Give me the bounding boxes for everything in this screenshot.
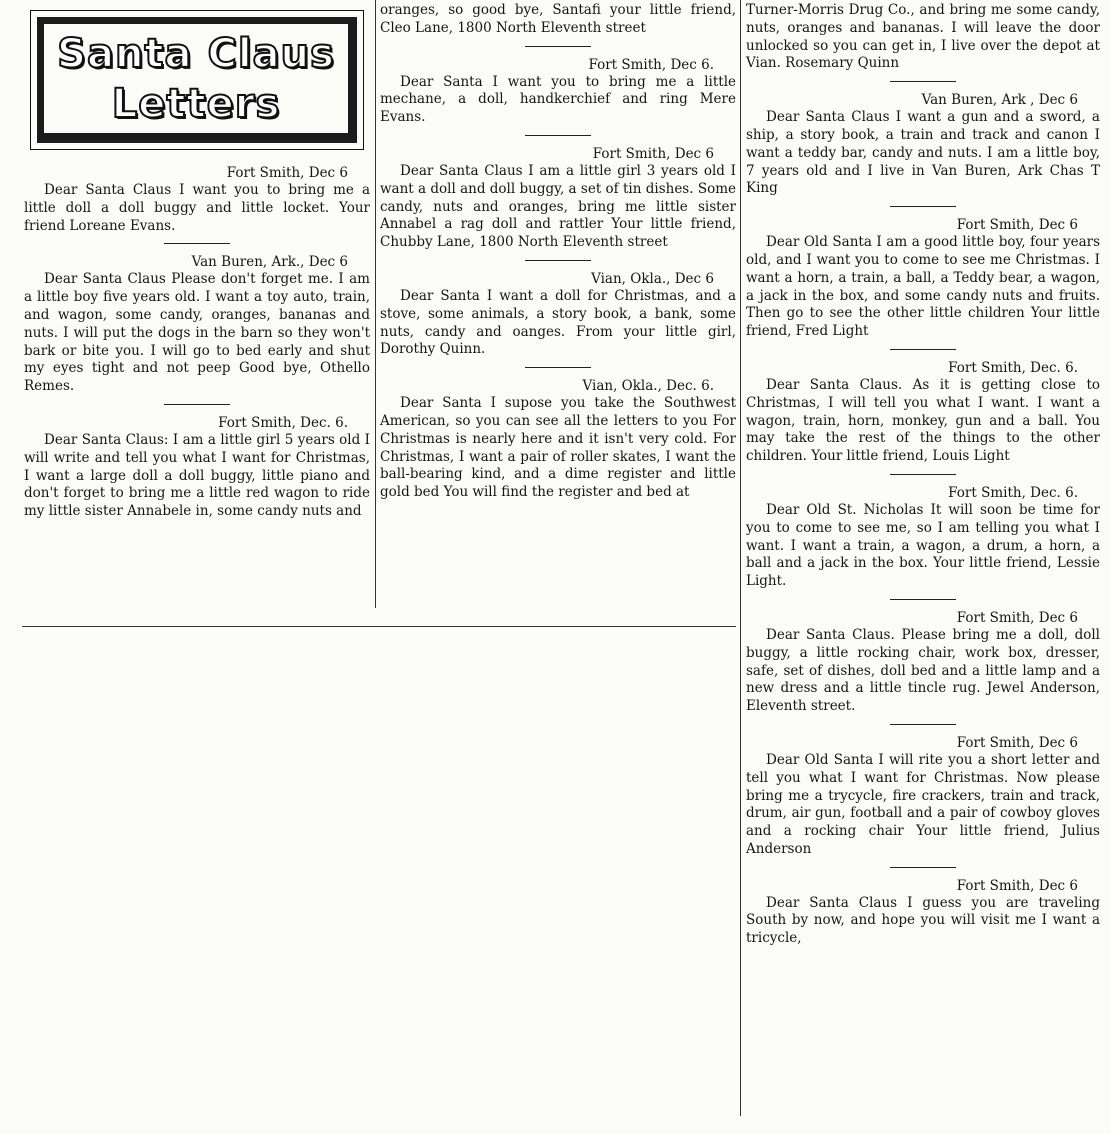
letter-separator bbox=[525, 367, 591, 368]
letter-body: Dear Santa Claus I guess you are traveling South by now, and hope you will visit me I want a tricycle, bbox=[746, 894, 1100, 947]
letter-body: Dear Old St. Nicholas It will soon be time for you to come to see me, so I am telling you what I want. I want a train, a wagon, a drum, a horn, a ball and a jack in the box. Your little friend, Lessie Light. bbox=[746, 501, 1100, 590]
letter bbox=[746, 609, 1100, 716]
letter bbox=[380, 145, 736, 252]
letter-continuation: oranges, so good bye, Santafi your little friend, Cleo Lane, 1800 North Eleventh street bbox=[380, 2, 736, 36]
letter-separator bbox=[164, 404, 230, 405]
letter-body: Dear Santa I want a doll for Christmas, and a stove, some animals, a story book, a bank, some nuts, candy and oanges. From your little girl, Dorothy Quinn. bbox=[380, 287, 736, 358]
letter-dateline: Fort Smith, Dec. 6. bbox=[218, 414, 348, 431]
column-rule bbox=[740, 0, 741, 1116]
letter-separator bbox=[525, 135, 591, 136]
letter-body: Dear Santa Claus I am a little girl 3 years old I want a doll and doll buggy, a set of tin dishes. Some candy, nuts and oranges, bring me little sister Annabel a rag doll and rattler Your little friend, Chubby Lane, 1800 North Eleventh street bbox=[380, 162, 736, 251]
letter bbox=[380, 270, 736, 359]
masthead-title-line-1: Santa Claus bbox=[57, 30, 335, 77]
letter bbox=[746, 734, 1100, 859]
letter-continuation: Turner-Morris Drug Co., and bring me some candy, nuts, oranges and bananas. I will leave the door unlocked so you can get in, I live over the depot at Vian. Rosemary Quinn bbox=[746, 2, 1100, 72]
letter-body: Dear Santa Claus Please don't forget me. I am a little boy five years old. I want a toy auto, train, and wagon, some candy, oranges, bananas and nuts. I will put the dogs in the barn so they won't bark or bite you. I will go to bed early and shut my eyes tight and not peep Good bye, Othello Remes. bbox=[24, 271, 370, 395]
letter bbox=[746, 91, 1100, 198]
letter-separator bbox=[890, 349, 956, 350]
letter-separator bbox=[890, 81, 956, 82]
letter-dateline: Vian, Okla., Dec 6 bbox=[591, 270, 714, 287]
letter-body: Dear Santa Claus I want a gun and a sword, a ship, a story book, a train and track and canon I want a teddy bar, candy and nuts. I am a little boy, 7 years old and I live in Van Buren, Ark Chas T King bbox=[746, 109, 1100, 197]
column-2 bbox=[380, 0, 736, 502]
column-3 bbox=[746, 0, 1100, 948]
letter-dateline: Vian, Okla., Dec. 6. bbox=[582, 378, 714, 395]
letter bbox=[24, 253, 370, 396]
letter-separator bbox=[890, 474, 956, 475]
letter bbox=[380, 56, 736, 127]
letter bbox=[24, 414, 370, 521]
letter-dateline: Fort Smith, Dec 6 bbox=[956, 609, 1078, 626]
letter-dateline: Fort Smith, Dec 6 bbox=[956, 877, 1078, 894]
column-rule bbox=[375, 0, 376, 608]
letter-separator bbox=[890, 206, 956, 207]
letter bbox=[380, 377, 736, 502]
letter-dateline: Van Buren, Ark , Dec 6 bbox=[921, 92, 1078, 109]
letter-separator bbox=[890, 867, 956, 868]
letter-dateline: Fort Smith, Dec 6 bbox=[226, 165, 348, 181]
letter bbox=[746, 484, 1100, 591]
letter-body: Dear Santa I supose you take the Southwest American, so you can see all the letters to you For Christmas is nearly here and it isn't very cold. For Christmas, I want a pair of roller skates, I want the ball-bearing kind, and a dime register and little gold bed You will find the register and bed at bbox=[380, 395, 736, 501]
letter-dateline: Fort Smith, Dec. 6. bbox=[948, 359, 1078, 376]
letter-dateline: Fort Smith, Dec 6 bbox=[956, 217, 1078, 234]
letter-separator bbox=[890, 599, 956, 600]
letter bbox=[24, 164, 370, 235]
masthead bbox=[30, 10, 364, 150]
letter-body: Dear Santa Claus: I am a little girl 5 years old I will write and tell you what I want for Christmas, I want a large doll a doll buggy, little piano and don't forget to bring me a little red wagon to ride my little sister Annabele in, some candy nuts and bbox=[24, 431, 370, 520]
letter bbox=[746, 216, 1100, 341]
section-rule bbox=[22, 626, 736, 627]
letter-separator bbox=[525, 46, 591, 47]
letter-dateline: Fort Smith, Dec. 6. bbox=[948, 484, 1078, 501]
letter-separator bbox=[890, 724, 956, 725]
masthead-title-line-2: Letters bbox=[111, 80, 281, 127]
letter-dateline: Fort Smith, Dec 6 bbox=[956, 734, 1078, 751]
letter-separator bbox=[164, 243, 230, 244]
letter bbox=[746, 359, 1100, 466]
masthead-frame bbox=[37, 17, 357, 143]
letter-body: Dear Santa Claus. Please bring me a doll, doll buggy, a little rocking chair, work box, dresser, safe, set of dishes, doll bed and a little lamp and a new dress and a little tincle rug. Jewel Anderson, Eleventh street. bbox=[746, 626, 1100, 715]
letter-dateline: Van Buren, Ark., Dec 6 bbox=[191, 254, 348, 271]
letter-body: Dear Santa Claus I want you to bring me a little doll a doll buggy and little locket. Your friend Loreane Evans. bbox=[24, 182, 370, 234]
letter-body: Dear Old Santa I will rite you a short letter and tell you what I want for Christmas. Now please bring me a trycycle, fire crackers, train and track, drum, air gun, football and a pair of cowboy gloves and a rocking chair Your little friend, Julius Anderson bbox=[746, 751, 1100, 857]
letter-body: Dear Old Santa I am a good little boy, four years old, and I want you to come to see me Christmas. I want a horn, a train, a ball, a Teddy bear, a wagon, a jack in the box, and some candy nuts and fruits. Then go to see the other little children Your little friend, Fred Light bbox=[746, 234, 1100, 340]
letter bbox=[746, 877, 1100, 948]
letter-body: Dear Santa I want you to bring me a little mechane, a doll, handkerchief and ring Mere Evans. bbox=[380, 73, 736, 126]
letter-dateline: Fort Smith, Dec 6 bbox=[592, 145, 714, 162]
column-1 bbox=[24, 0, 370, 521]
letter-dateline: Fort Smith, Dec 6. bbox=[588, 56, 714, 73]
letter-body: Dear Santa Claus. As it is getting close to Christmas, I will tell you what I want. I want a wagon, train, horn, monkey, gun and a ball. You may take the rest of the things to the other children. Your little friend, Louis Light bbox=[746, 376, 1100, 465]
letter-separator bbox=[525, 260, 591, 261]
